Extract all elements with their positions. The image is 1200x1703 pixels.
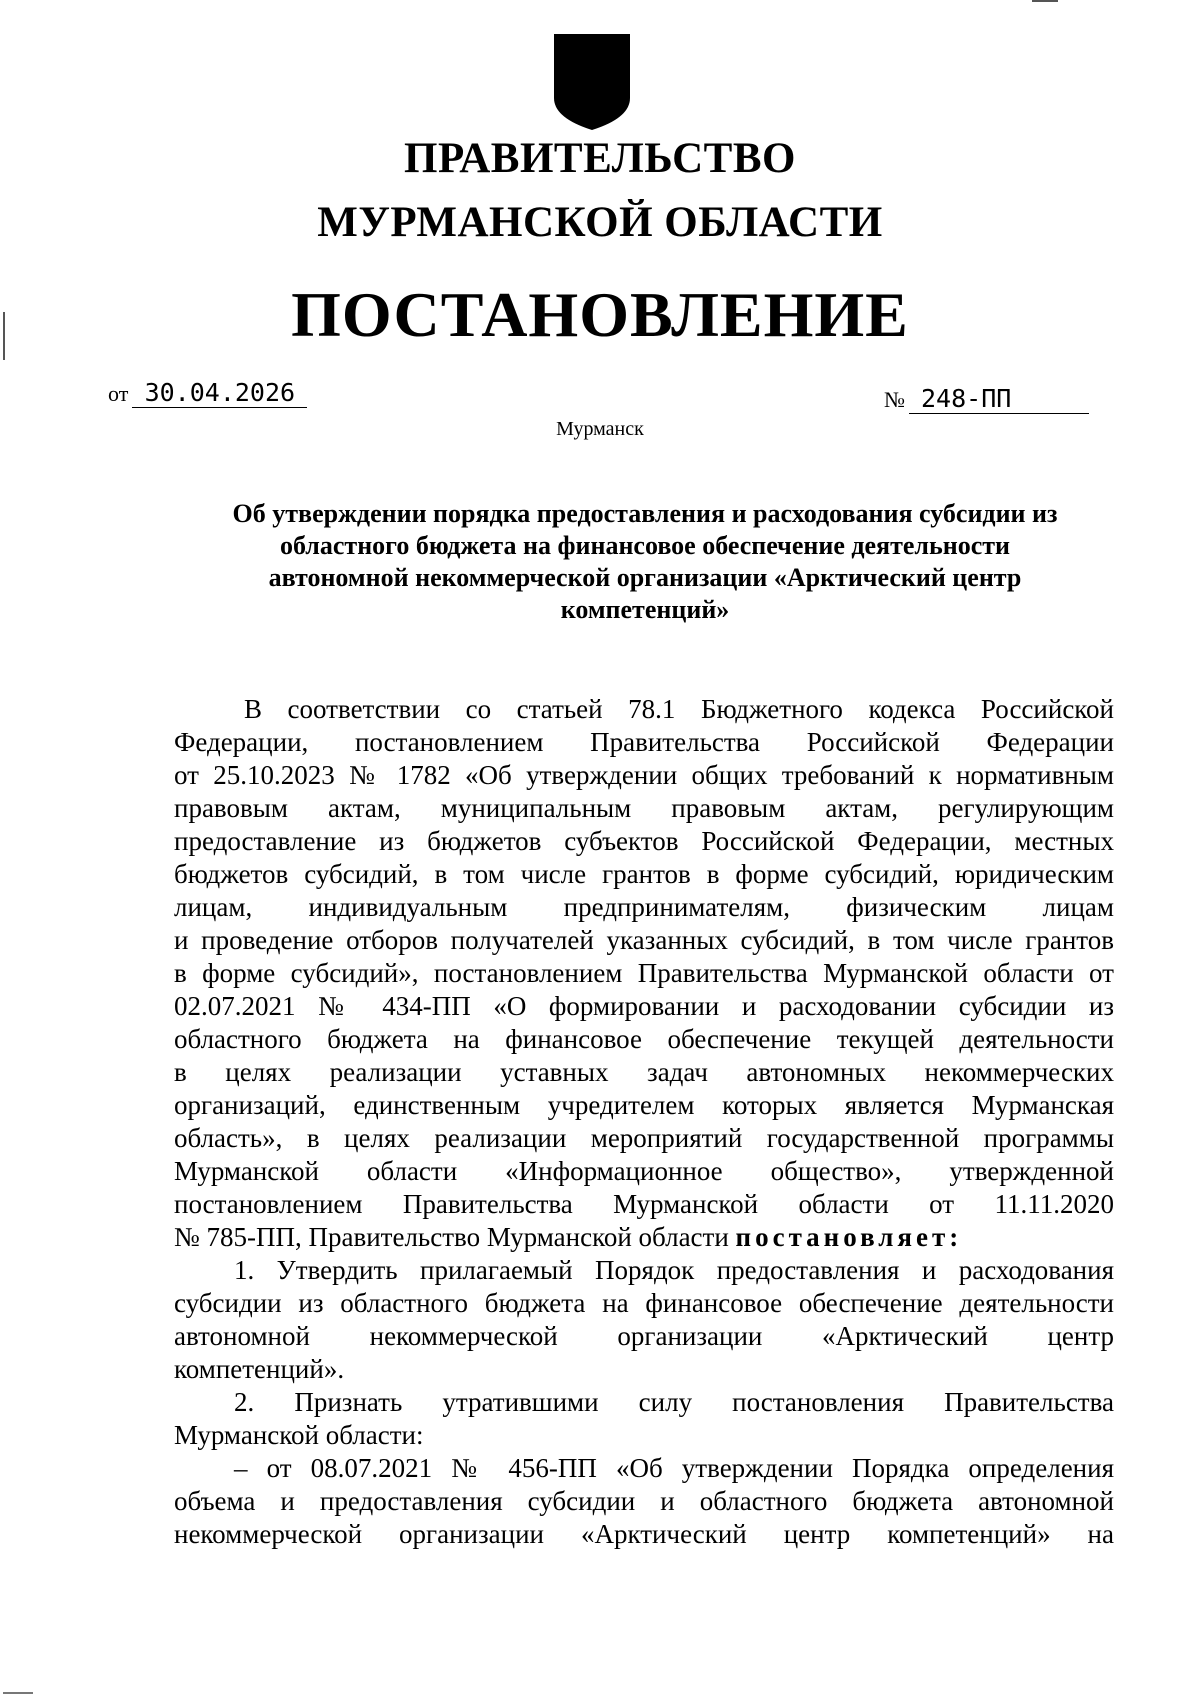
- body-line: Мурманской области:: [174, 1420, 424, 1450]
- title-line: Об утверждении порядка предоставления и расходования субсидии из: [232, 499, 1058, 528]
- document-date: [108, 378, 307, 408]
- body-line: бюджетов субсидий, в том числе грантов в форме субсидий, юридическим: [174, 859, 1114, 889]
- body-line: [174, 1221, 1114, 1254]
- title-line: компетенций»: [560, 595, 730, 624]
- body-line: 2. Признать утратившими силу постановления Правительства: [234, 1387, 1114, 1417]
- body-line: область», в целях реализации мероприятий государственной программы: [174, 1123, 1114, 1153]
- coat-of-arms-emblem: [552, 34, 632, 130]
- date-label: от: [108, 381, 129, 406]
- resolution-word: постановляет:: [735, 1222, 963, 1252]
- number-label: №: [884, 387, 905, 412]
- body-line: В соответствии со статьей 78.1 Бюджетного кодекса Российской: [244, 694, 1114, 724]
- org-name-line-1: ПРАВИТЕЛЬСТВО: [404, 135, 796, 182]
- body-line: организаций, единственным учредителем которых является Мурманская: [174, 1090, 1114, 1120]
- body-line: от 25.10.2023 № 1782 «Об утверждении общих требований к нормативным: [174, 760, 1114, 790]
- body-line: – от 08.07.2021 № 456-ПП «Об утверждении Порядка определения: [234, 1453, 1114, 1483]
- body-line: Федерации, постановлением Правительства Российской Федерации: [174, 727, 1114, 757]
- body-line: Мурманской области «Информационное общество», утвержденной: [174, 1156, 1114, 1186]
- document-type: ПОСТАНОВЛЕНИЕ: [291, 279, 909, 350]
- body-line: в целях реализации уставных задач автономных некоммерческих: [174, 1057, 1114, 1087]
- body-line: и проведение отборов получателей указанных субсидий, в том числе грантов: [174, 925, 1114, 955]
- body-line-text: № 785-ПП, Правительство Мурманской области: [174, 1222, 729, 1252]
- body-line: компетенций».: [174, 1354, 345, 1384]
- scan-margin-mark: [3, 312, 5, 360]
- body-line: объема и предоставления субсидии и областного бюджета автономной: [174, 1486, 1114, 1516]
- body-line: некоммерческой организации «Арктический центр компетенций» на: [174, 1519, 1114, 1549]
- body-line: субсидии из областного бюджета на финансовое обеспечение деятельности: [174, 1288, 1114, 1318]
- body-line: 02.07.2021 № 434-ПП «О формировании и расходовании субсидии из: [174, 991, 1114, 1021]
- document-title: [185, 498, 1105, 626]
- body-line: предоставление из бюджетов субъектов Российской Федерации, местных: [174, 826, 1114, 856]
- date-value: 30.04.2026: [132, 378, 307, 408]
- body-line: областного бюджета на финансовое обеспечение текущей деятельности: [174, 1024, 1114, 1054]
- title-line: автономной некоммерческой организации «Арктический центр: [268, 563, 1022, 592]
- body-line: 1. Утвердить прилагаемый Порядок предоставления и расходования: [234, 1255, 1114, 1285]
- body-line: в форме субсидий», постановлением Правительства Мурманской области от: [174, 958, 1114, 988]
- scan-top-mark: [1032, 0, 1058, 2]
- body-line: лицам, индивидуальным предпринимателям, физическим лицам: [174, 892, 1114, 922]
- document-body: [174, 693, 1114, 1551]
- title-line: областного бюджета на финансовое обеспечение деятельности: [279, 531, 1011, 560]
- body-line: постановлением Правительства Мурманской области от 11.11.2020: [174, 1189, 1114, 1219]
- body-line: автономной некоммерческой организации «Арктический центр: [174, 1321, 1114, 1351]
- city-name: Мурманск: [556, 418, 644, 440]
- number-value: 248-ПП: [909, 384, 1089, 414]
- document-number: [884, 384, 1089, 414]
- org-name-line-2: МУРМАНСКОЙ ОБЛАСТИ: [317, 199, 883, 246]
- scan-bottom-mark: [3, 1692, 33, 1694]
- body-line: правовым актам, муниципальным правовым актам, регулирующим: [174, 793, 1114, 823]
